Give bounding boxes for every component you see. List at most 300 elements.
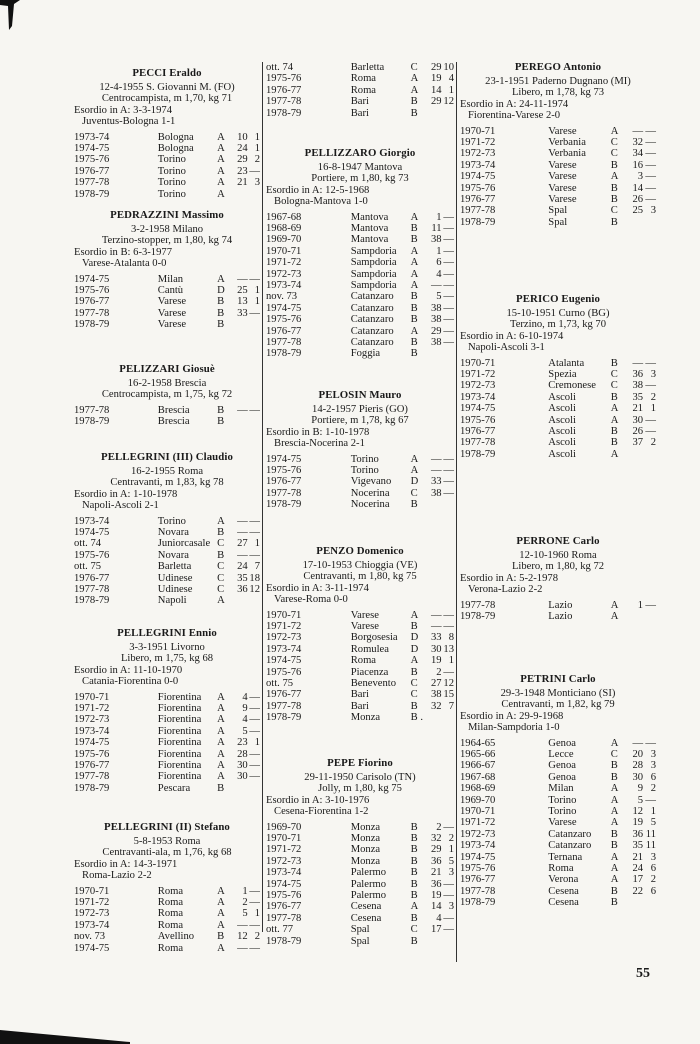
appearances-cell: 38 <box>430 314 442 326</box>
goals-cell: 3 <box>448 867 454 879</box>
team-cell: Spezia <box>548 368 577 380</box>
career-row <box>460 611 656 622</box>
goals-cell: 3 <box>650 851 656 863</box>
season-cell: 1965-66 <box>460 748 496 760</box>
career-table <box>266 822 454 947</box>
division-cell: A <box>610 874 619 886</box>
division-cell: A <box>217 515 225 527</box>
player-entry <box>460 62 656 228</box>
division-cell: D <box>217 284 225 296</box>
season-cell: 1977-78 <box>460 205 496 217</box>
season-cell: 1975-76 <box>266 889 302 901</box>
goals-cell: — <box>443 257 454 269</box>
appearances-cell: 10 <box>237 131 248 143</box>
team-cell: Catanzaro <box>350 336 394 348</box>
goals-cell: 5 <box>650 817 656 829</box>
goals-cell: 1 <box>254 142 260 154</box>
birth-info: 29-11-1950 Carisolo (TN) <box>304 771 416 783</box>
goals-cell: — <box>443 821 454 833</box>
corner-mark-decoration <box>0 0 20 30</box>
team-cell: Torino <box>548 805 577 817</box>
appearances-cell: 33 <box>430 476 442 488</box>
career-row <box>460 426 656 437</box>
career-row <box>266 476 454 487</box>
goals-cell: — <box>249 759 260 771</box>
goals-cell: 2 <box>448 832 454 844</box>
goals-cell: — <box>645 414 656 426</box>
team-cell: Bari <box>350 689 369 701</box>
season-cell: ott. 75 <box>266 677 294 689</box>
career-row <box>266 454 454 465</box>
goals-cell: — <box>443 336 454 348</box>
appearances-cell: 21 <box>632 403 644 415</box>
division-cell: B <box>410 700 418 712</box>
debut-info: Esordio in A: 3-10-1976 <box>266 794 370 806</box>
appearances-cell: 4 <box>242 691 248 703</box>
team-cell: Torino <box>157 154 186 166</box>
goals-cell: — <box>645 737 656 749</box>
division-cell: B <box>410 666 418 678</box>
career-row <box>74 550 260 561</box>
birth-info: 17-10-1953 Chioggia (VE) <box>302 559 418 571</box>
goals-cell: — <box>645 794 656 806</box>
team-cell: Napoli <box>157 595 187 607</box>
season-cell: 1971-72 <box>266 844 302 856</box>
season-cell: 1973-74 <box>460 159 496 171</box>
career-row <box>460 148 656 159</box>
division-cell: C <box>410 62 418 73</box>
debut-info: Esordio in A: 5-2-1978 <box>460 572 558 584</box>
season-cell: 1973-74 <box>460 840 496 852</box>
career-row <box>266 667 454 678</box>
career-table <box>460 738 656 909</box>
role-info: Jolly, m 1,80, kg 75 <box>318 783 402 794</box>
career-row <box>460 415 656 426</box>
goals-cell: 1 <box>254 296 260 308</box>
career-row <box>460 863 656 874</box>
season-cell: 1978-79 <box>460 897 496 909</box>
career-row <box>74 573 260 584</box>
career-row <box>74 319 260 330</box>
season-cell: 1977-78 <box>74 583 110 595</box>
team-cell: Milan <box>157 273 184 285</box>
birth-info: 12-4-1955 S. Giovanni M. (FO) <box>99 81 235 93</box>
goals-cell: — <box>645 182 656 194</box>
division-cell: A <box>610 851 619 863</box>
birth-info: 29-3-1948 Monticiano (SI) <box>500 687 616 699</box>
appearances-cell: 3 <box>637 171 644 183</box>
team-cell: Pescara <box>157 782 191 794</box>
season-cell: nov. 73 <box>266 291 298 303</box>
career-row <box>460 783 656 794</box>
career-row <box>74 166 260 177</box>
goals-cell: — <box>645 159 656 171</box>
appearances-cell: 29 <box>430 844 442 856</box>
division-cell: B <box>410 499 418 511</box>
appearances-cell: 21 <box>237 177 248 189</box>
role-info: Terzino, m 1,73, kg 70 <box>509 319 607 330</box>
player-name: PELLEGRINI Ennio <box>117 627 217 639</box>
appearances-cell: 29 <box>430 325 442 337</box>
team-cell: Spal <box>350 935 370 947</box>
goals-cell: — <box>443 666 454 678</box>
division-cell: A <box>217 725 225 737</box>
season-cell: 1973-74 <box>74 919 110 931</box>
season-cell: 1978-79 <box>460 610 496 622</box>
season-cell: 1973-74 <box>460 391 496 403</box>
division-cell: B <box>410 844 418 856</box>
season-cell: 1974-75 <box>266 878 302 890</box>
team-cell: Avellino <box>157 931 195 943</box>
team-cell: Udinese <box>157 583 193 595</box>
appearances-cell: 26 <box>632 193 644 205</box>
career-row <box>266 610 454 621</box>
season-cell: ott. 74 <box>74 538 102 550</box>
appearances-cell: 1 <box>436 211 442 223</box>
birth-info: 14-2-1957 Pieris (GO) <box>312 403 408 415</box>
team-cell: Roma <box>157 885 184 897</box>
season-cell: 1972-73 <box>460 828 496 840</box>
career-row <box>266 488 454 499</box>
division-cell: B <box>410 620 418 632</box>
goals-cell <box>442 348 454 359</box>
division-cell: C <box>410 677 418 689</box>
season-cell: 1977-78 <box>460 599 496 611</box>
team-cell: Borgosesia <box>350 632 398 644</box>
appearances-cell: 36 <box>632 828 644 840</box>
division-cell: A <box>610 794 619 806</box>
career-row <box>74 416 260 427</box>
season-cell: 1974-75 <box>74 942 110 954</box>
division-cell: D <box>410 632 419 644</box>
goals-cell: — <box>443 487 454 499</box>
division-cell: B <box>217 296 225 308</box>
appearances-cell: 11 <box>431 222 442 234</box>
season-cell: 1975-76 <box>266 666 302 678</box>
player-entry <box>74 628 260 794</box>
division-cell: A <box>410 84 419 96</box>
division-cell: A <box>410 211 419 223</box>
division-cell: B <box>610 391 618 403</box>
season-cell: 1969-70 <box>460 794 496 806</box>
team-cell: Monza <box>350 844 381 856</box>
division-cell: B <box>610 159 618 171</box>
team-cell: Sampdoria <box>350 257 397 269</box>
season-cell: 1976-77 <box>266 84 302 96</box>
player-entry <box>460 294 656 460</box>
division-cell: C <box>610 368 618 380</box>
division-cell: B <box>610 437 618 449</box>
season-cell: 1968-69 <box>460 783 496 795</box>
division-cell: A <box>410 73 419 85</box>
division-cell: A <box>610 448 619 460</box>
team-cell: Torino <box>157 515 186 527</box>
division-cell: A <box>610 599 619 611</box>
season-cell: 1973-74 <box>266 279 302 291</box>
career-row <box>74 538 260 549</box>
career-table <box>74 886 260 954</box>
division-cell: A <box>610 403 619 415</box>
season-cell: 1970-71 <box>266 832 302 844</box>
team-cell: Varese <box>548 182 577 194</box>
division-cell: B <box>410 935 418 947</box>
career-row <box>460 772 656 783</box>
season-cell: 1974-75 <box>74 737 110 749</box>
goals-cell: 5 <box>448 855 454 867</box>
season-cell: 1966-67 <box>460 760 496 772</box>
team-cell: Verbania <box>548 136 586 148</box>
appearances-cell: — <box>237 273 248 285</box>
role-info: Centrocampista, m 1,75, kg 72 <box>101 389 233 400</box>
player-entry <box>266 758 454 947</box>
player-entry <box>74 452 260 607</box>
goals-cell: — <box>249 691 260 703</box>
appearances-cell <box>626 897 643 908</box>
debut-info: Esordio in A: 1-10-1978 <box>74 488 178 500</box>
team-cell: Ascoli <box>548 414 576 426</box>
career-row <box>266 867 454 878</box>
team-cell: Sampdoria <box>350 245 397 257</box>
team-cell: Verbania <box>548 148 586 160</box>
appearances-cell: — <box>430 453 442 465</box>
team-cell: Genoa <box>548 760 576 772</box>
career-row <box>266 844 454 855</box>
career-row <box>74 595 260 606</box>
career-row <box>460 874 656 885</box>
role-info: Centravanti, m 1,80, kg 75 <box>303 571 417 582</box>
debut-info: Esordio in A: 6-10-1974 <box>460 330 564 342</box>
team-cell: Catanzaro <box>548 840 592 852</box>
appearances-cell: 24 <box>237 561 248 573</box>
team-cell: Monza <box>350 712 381 724</box>
team-cell: Novara <box>157 549 189 561</box>
season-cell: 1975-76 <box>460 414 496 426</box>
team-cell: Atalanta <box>548 357 585 369</box>
appearances-cell: 25 <box>237 284 248 296</box>
career-row <box>266 303 454 314</box>
appearances-cell: 2 <box>242 896 248 908</box>
career-row <box>74 771 260 782</box>
career-row <box>266 246 454 257</box>
season-cell: 1971-72 <box>460 368 496 380</box>
season-cell: ott. 74 <box>266 62 294 73</box>
goals-cell: 7 <box>448 700 454 712</box>
team-cell: Bologna <box>157 142 194 154</box>
appearances-cell: 6 <box>436 257 442 269</box>
goals-cell: 6 <box>650 771 656 783</box>
division-cell: B <box>217 549 225 561</box>
debut-match: Verona-Lazio 2-2 <box>468 584 543 595</box>
birth-info: 16-8-1947 Mantova <box>317 161 403 173</box>
appearances-cell <box>231 319 247 330</box>
appearances-cell <box>231 189 247 200</box>
career-row <box>266 822 454 833</box>
goals-cell: 1 <box>448 844 454 856</box>
season-cell: 1972-73 <box>74 908 110 920</box>
team-cell: Udinese <box>157 572 193 584</box>
division-cell: C <box>217 538 225 550</box>
season-cell: 1974-75 <box>460 171 496 183</box>
career-table <box>460 358 656 461</box>
appearances-cell: 5 <box>242 725 248 737</box>
goals-cell: 2 <box>650 391 656 403</box>
career-table <box>74 274 260 331</box>
season-cell: 1967-68 <box>266 211 302 223</box>
career-row <box>266 62 454 73</box>
career-row <box>74 516 260 527</box>
division-cell: B <box>217 307 225 319</box>
team-cell: Roma <box>157 919 184 931</box>
team-cell: Palermo <box>350 878 387 890</box>
division-cell: D <box>410 476 419 488</box>
team-cell: Milan <box>548 783 574 795</box>
team-cell: Romulea <box>350 643 389 655</box>
appearances-cell: 9 <box>242 702 248 714</box>
division-cell: C <box>410 689 418 701</box>
appearances-cell: 5 <box>436 291 442 303</box>
career-row <box>74 886 260 897</box>
season-cell: 1978-79 <box>74 782 110 794</box>
career-table <box>266 454 454 511</box>
appearances-cell: 34 <box>632 148 644 160</box>
appearances-cell: 24 <box>237 142 248 154</box>
birth-info: 15-10-1951 Curno (BG) <box>506 307 610 319</box>
career-row <box>460 217 656 228</box>
team-cell: Spal <box>548 216 568 228</box>
player-name: PEDRAZZINI Massimo <box>110 209 224 221</box>
career-row <box>460 403 656 414</box>
appearances-cell: — <box>237 404 248 416</box>
season-cell: 1977-78 <box>266 487 302 499</box>
team-cell: Torino <box>350 464 379 476</box>
goals-cell: 3 <box>650 368 656 380</box>
division-cell: A <box>410 245 419 257</box>
appearances-cell: 29 <box>430 96 442 108</box>
goals-cell: — <box>443 279 454 291</box>
career-row <box>266 856 454 867</box>
appearances-cell <box>626 611 643 622</box>
division-cell: B <box>610 193 618 205</box>
division-cell: B <box>410 821 418 833</box>
season-cell: 1977-78 <box>74 404 110 416</box>
appearances-cell: 20 <box>632 748 644 760</box>
appearances-cell: 2 <box>436 821 442 833</box>
season-cell: 1974-75 <box>460 403 496 415</box>
division-cell: B <box>217 319 225 331</box>
goals-cell: — <box>249 404 260 416</box>
career-row <box>460 840 656 851</box>
goals-cell: 3 <box>254 177 260 189</box>
debut-match: Juventus-Bologna 1-1 <box>82 116 176 127</box>
goals-cell: 11 <box>645 840 656 852</box>
appearances-cell: — <box>430 279 442 291</box>
birth-info: 23-1-1951 Paderno Dugnano (MI) <box>485 75 631 87</box>
appearances-cell: — <box>430 609 442 621</box>
career-row <box>74 296 260 307</box>
career-row <box>74 177 260 188</box>
team-cell: Sampdoria <box>350 279 397 291</box>
appearances-cell <box>231 595 247 606</box>
goals-cell: — <box>443 291 454 303</box>
appearances-cell <box>231 783 247 794</box>
career-row <box>266 314 454 325</box>
appearances-cell: — <box>430 464 442 476</box>
goals-cell: — <box>443 924 454 936</box>
appearances-cell: 30 <box>237 759 248 771</box>
appearances-cell: 32 <box>430 700 442 712</box>
career-row <box>74 931 260 942</box>
division-cell: B <box>410 314 418 326</box>
appearances-cell: 27 <box>430 677 442 689</box>
goals-cell: — <box>443 464 454 476</box>
appearances-cell: — <box>237 919 248 931</box>
player-entry <box>266 546 454 724</box>
goals-cell: 2 <box>650 437 656 449</box>
goals-cell: 2 <box>254 154 260 166</box>
column-divider-left <box>262 62 263 932</box>
team-cell: Roma <box>157 896 184 908</box>
team-cell: Genoa <box>548 771 576 783</box>
goals-cell: — <box>249 771 260 783</box>
career-row <box>74 285 260 296</box>
appearances-cell: — <box>632 357 644 369</box>
season-cell: 1964-65 <box>460 737 496 749</box>
goals-cell: — <box>249 307 260 319</box>
role-info: Terzino-stopper, m 1,80, kg 74 <box>101 235 233 246</box>
career-row <box>266 689 454 700</box>
division-cell: A <box>217 759 225 771</box>
team-cell: Ascoli <box>548 425 576 437</box>
team-cell: Varese <box>157 296 187 308</box>
appearances-cell: 17 <box>632 874 644 886</box>
appearances-cell: 27 <box>237 538 248 550</box>
goals-cell: — <box>249 526 260 538</box>
team-cell: Varese <box>350 609 379 621</box>
season-cell: 1971-72 <box>266 620 302 632</box>
player-name: PERICO Eugenio <box>516 293 600 305</box>
team-cell: Barletta <box>157 561 192 573</box>
appearances-cell: 35 <box>632 840 644 852</box>
appearances-cell: 12 <box>632 805 644 817</box>
season-cell: 1970-71 <box>266 609 302 621</box>
goals-cell <box>248 595 260 606</box>
career-row <box>266 234 454 245</box>
division-cell: C <box>610 380 618 392</box>
player-name: PETRINI Carlo <box>520 673 596 685</box>
division-cell: A <box>610 414 619 426</box>
division-cell: B <box>217 415 225 427</box>
career-row <box>266 73 454 84</box>
team-cell: Torino <box>350 453 379 465</box>
career-row <box>74 584 260 595</box>
goals-cell <box>643 217 656 228</box>
goals-cell <box>442 108 454 119</box>
division-cell: A <box>217 165 225 177</box>
team-cell: Genoa <box>548 737 576 749</box>
division-cell: A <box>610 817 619 829</box>
appearances-cell: — <box>237 526 248 538</box>
debut-match: Napoli-Ascoli 2-1 <box>82 500 159 511</box>
appearances-cell: 1 <box>242 885 248 897</box>
goals-cell: 1 <box>650 805 656 817</box>
division-cell: B <box>410 889 418 901</box>
career-row <box>74 737 260 748</box>
division-cell: B <box>410 107 418 119</box>
goals-cell: 12 <box>443 96 454 108</box>
team-cell: Brescia <box>157 404 190 416</box>
career-row <box>460 829 656 840</box>
career-row <box>74 783 260 794</box>
